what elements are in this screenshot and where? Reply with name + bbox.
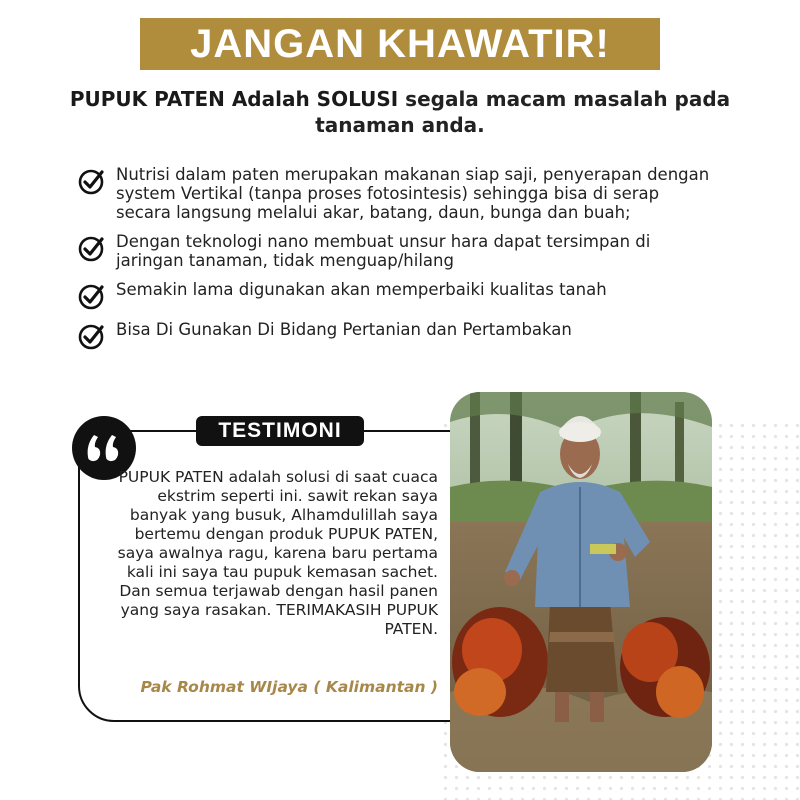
- check-circle-icon: [78, 282, 106, 310]
- feature-text: Semakin lama digunakan akan memperbaiki kualitas tanah: [116, 280, 607, 299]
- check-circle-icon: [78, 322, 106, 350]
- feature-item: [78, 165, 718, 222]
- farmer-photo-illustration: [450, 392, 712, 772]
- subtitle-rest: segala macam masalah pada tanaman anda.: [315, 87, 731, 137]
- feature-text: Dengan teknologi nano membuat unsur hara dapat tersimpan di jaringan tanaman, tidak menguap/hilang: [116, 232, 651, 270]
- check-circle-icon: [78, 234, 106, 262]
- feature-text: Bisa Di Gunakan Di Bidang Pertanian dan Pertambakan: [116, 320, 572, 339]
- feature-text: Nutrisi dalam paten merupakan makanan siap saji, penyerapan dengan system Vertikal (tanpa proses fotosintesis) sehingga bisa di serap secara langsung melalui akar, batang, daun, bunga dan buah;: [116, 165, 710, 222]
- testimonial-author: Pak Rohmat WIjaya ( Kalimantan ): [140, 678, 438, 696]
- testimonial-label-text: TESTIMONI: [218, 419, 342, 442]
- feature-list: [78, 165, 718, 360]
- check-circle-icon: [78, 167, 106, 195]
- feature-item: [78, 232, 718, 270]
- headline-text: JANGAN KHAWATIR!: [190, 21, 610, 66]
- quote-icon: [84, 431, 124, 465]
- headline-banner: [140, 18, 660, 70]
- subtitle: [40, 86, 760, 138]
- feature-item: [78, 280, 718, 310]
- feature-item: [78, 320, 718, 350]
- testimonial-photo: [450, 392, 712, 772]
- subtitle-brand: PUPUK PATEN Adalah SOLUSI: [69, 87, 399, 111]
- testimonial-label: [196, 416, 364, 446]
- testimonial-text: PUPUK PATEN adalah solusi di saat cuaca ekstrim seperti ini. sawit rekan saya banyak yang busuk, Alhamdulillah saya bertemu dengan produk PUPUK PATEN, saya awalnya ragu, karena baru pertama kali ini saya tau pupuk kemasan sachet. Dan semua terjawab dengan hasil panen yang saya rasakan. TERIMAKASIH PUPUK PATEN.: [117, 468, 438, 638]
